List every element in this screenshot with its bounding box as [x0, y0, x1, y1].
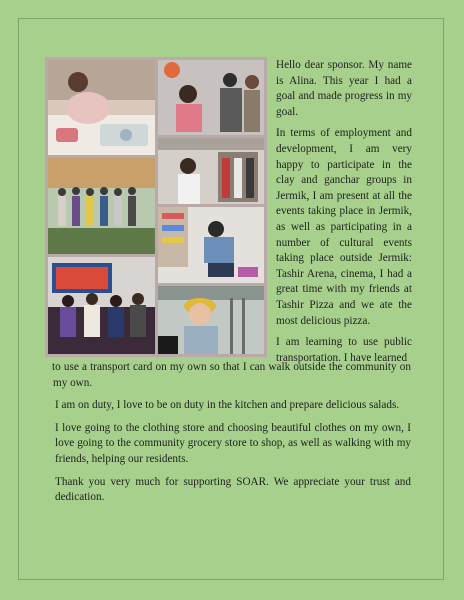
photo-group-outdoors — [48, 158, 155, 254]
photo-cinema — [48, 257, 155, 354]
employment-paragraph: In terms of employment and development, I am very happy to participate in the clay and ganchar groups in Jermik, I am present at all the events taking place in Jermik, as well as participating in a number of cultural events taking place outside Jermik: Tashir Arena, cinema, I had a great time with my friends at Tashir Pizza and we ate the most delicious pizza. — [276, 127, 412, 327]
duty-paragraph: I am on duty, I love to be on duty in the kitchen and prepare delicious salads. — [55, 399, 400, 412]
photo-clothing-store — [158, 138, 264, 204]
letter-right-column — [276, 58, 412, 366]
photo-collage — [45, 57, 267, 357]
photo-event — [158, 60, 264, 135]
photo-grocery-store — [158, 207, 264, 283]
greeting-paragraph: Hello dear sponsor. My name is Alina. This year I had a goal and made progress in my goal. — [276, 59, 412, 118]
transport-paragraph-start: I am learning to use public transportation. I have learned — [276, 336, 412, 364]
shopping-paragraph: I love going to the clothing store and choosing beautiful clothes on my own, I love going to the community grocery store to shop, as well as walking with my friends, helping our residents. — [55, 421, 411, 465]
photo-clay-workshop — [48, 60, 155, 155]
thanks-paragraph: Thank you very much for supporting SOAR. We appreciate your trust and dedication. — [55, 475, 411, 504]
letter-full-width — [52, 360, 411, 513]
transport-paragraph-end: to use a transport card on my own so that I can walk outside the community on my own. — [52, 361, 411, 389]
photo-public-transport — [158, 286, 264, 354]
